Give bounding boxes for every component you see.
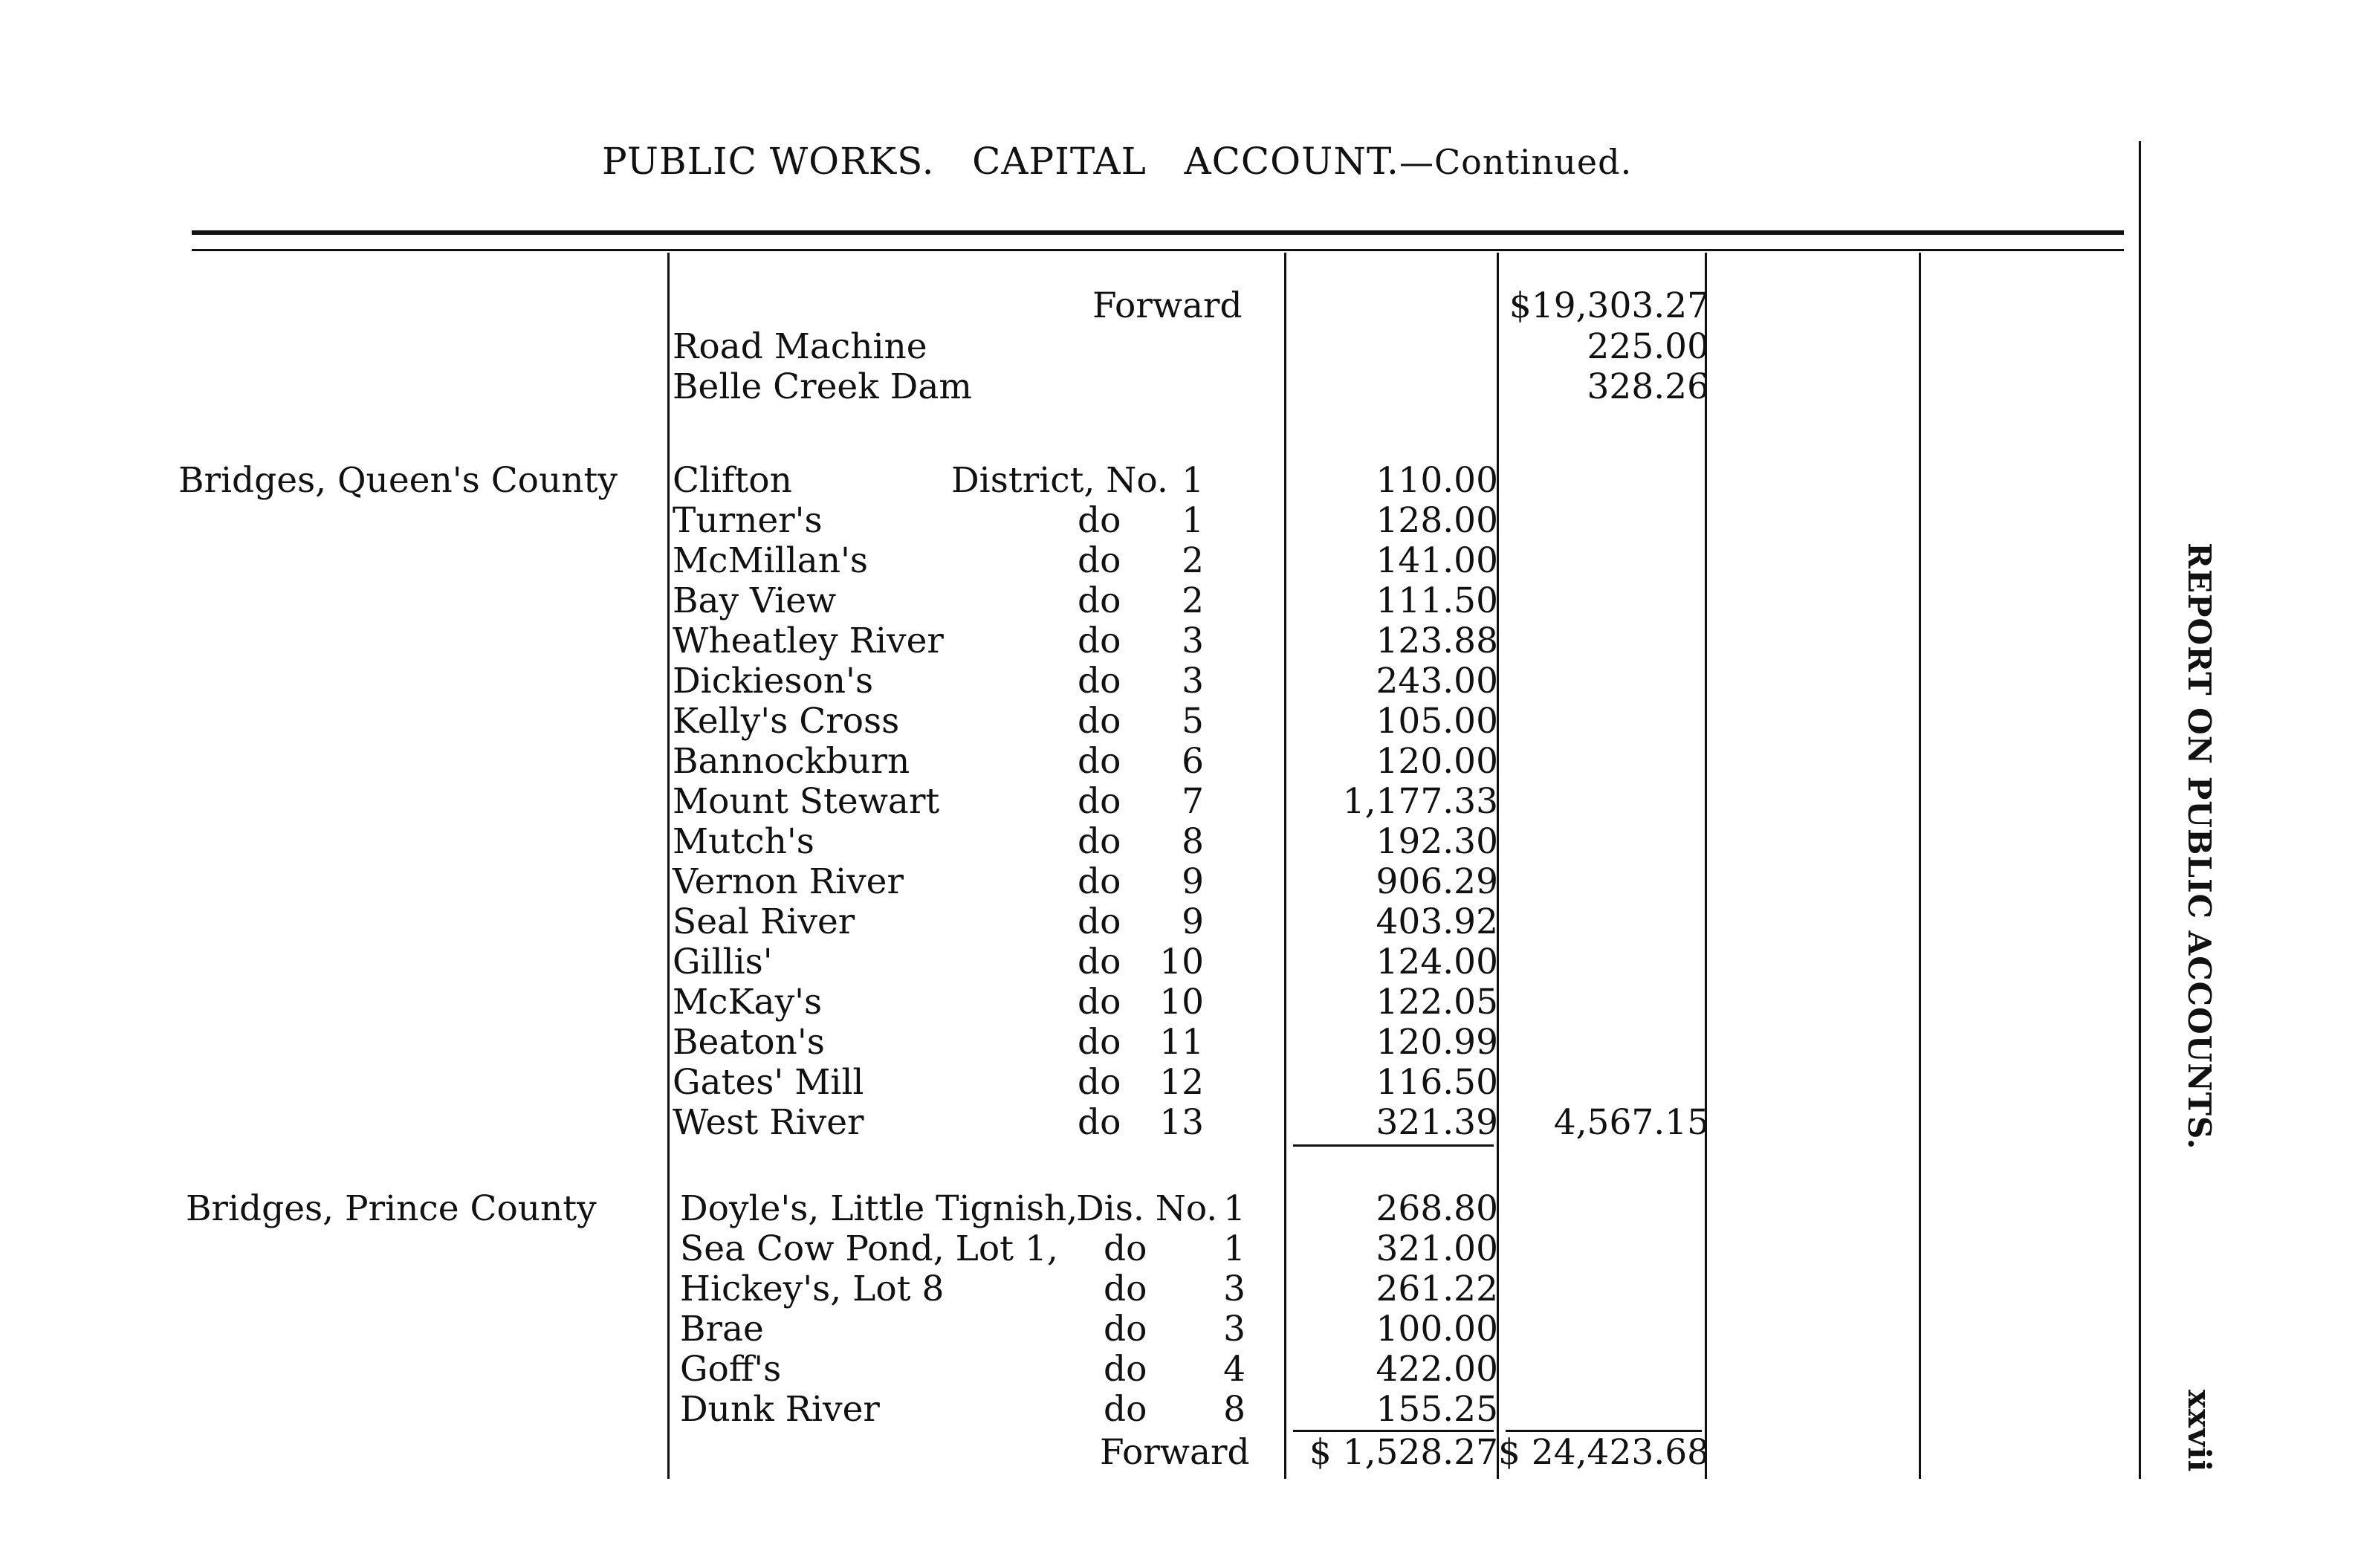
row-district-no: 1 (1223, 1228, 1245, 1269)
row-amount: 124.00 (1376, 942, 1498, 982)
row-amount: 155.25 (1376, 1389, 1498, 1430)
row-district: District, No. (951, 460, 1168, 501)
side-report-title: REPORT ON PUBLIC ACCOUNTS. (2181, 542, 2218, 1150)
row-amount: 116.50 (1376, 1062, 1498, 1103)
row-district: do (1078, 1102, 1121, 1143)
row-district-no: 10 (1159, 982, 1204, 1023)
row-district: do (1078, 942, 1121, 982)
row-amount: 192.30 (1376, 821, 1498, 862)
row-amount: 321.00 (1376, 1228, 1498, 1269)
row-name: Gillis' (673, 942, 773, 982)
row-name: Beaton's (673, 1022, 825, 1063)
row-amount: 403.92 (1376, 901, 1498, 942)
forward-total-top: $19,303.27 (1509, 285, 1709, 326)
row-district-no: 9 (1182, 901, 1204, 942)
forward-subtotal: $ 1,528.27 (1309, 1432, 1498, 1473)
row-district: do (1078, 661, 1121, 702)
row-district-no: 1 (1182, 500, 1204, 541)
row-amount: 110.00 (1376, 460, 1498, 501)
section-label-prince: Bridges, Prince County (186, 1188, 597, 1229)
row-amount: 321.39 (1376, 1102, 1498, 1143)
row-district: do (1078, 580, 1121, 621)
row-name: Mount Stewart (673, 781, 940, 822)
row-district: do (1078, 781, 1121, 822)
page-title (602, 140, 1632, 183)
page-number: xxvii (2181, 1390, 2218, 1473)
row-name: McMillan's (673, 540, 868, 581)
row-district: do (1078, 741, 1121, 782)
row-district-no: 1 (1223, 1188, 1245, 1229)
row-amount: 261.22 (1376, 1269, 1498, 1309)
row-total: 328.26 (1587, 366, 1709, 407)
row-district: do (1078, 982, 1121, 1023)
row-district: do (1078, 1022, 1121, 1063)
row-district-no: 13 (1159, 1102, 1204, 1143)
row-district-no: 10 (1159, 942, 1204, 982)
row-amount: 128.00 (1376, 500, 1498, 541)
row-name: Wheatley River (673, 621, 944, 661)
row-name: Bay View (673, 580, 837, 621)
row-amount: 122.05 (1376, 982, 1498, 1023)
title-text: PUBLIC WORKS. CAPITAL ACCOUNT. (602, 140, 1399, 183)
row-name: Clifton (673, 460, 792, 501)
row-district-no: 4 (1223, 1349, 1245, 1390)
queens-sum-rule (1293, 1144, 1494, 1147)
row-district-no: 8 (1223, 1389, 1245, 1430)
row-amount: 1,177.33 (1342, 781, 1498, 822)
row-district-no: 8 (1182, 821, 1204, 862)
row-district-no: 2 (1182, 540, 1204, 581)
row-amount: 111.50 (1376, 580, 1498, 621)
rule-extra-right (1919, 253, 1921, 1479)
row-district-no: 3 (1182, 621, 1204, 661)
row-name: West River (673, 1102, 864, 1143)
row-district: do (1104, 1389, 1147, 1430)
row-name: Gates' Mill (673, 1062, 864, 1103)
rule-page-edge (2139, 141, 2141, 1479)
row-name: Road Machine (673, 326, 927, 367)
row-name: Turner's (673, 500, 823, 541)
row-district-no: 12 (1159, 1062, 1204, 1103)
forward-label-bottom: Forward (1100, 1432, 1250, 1473)
row-amount: 906.29 (1376, 861, 1498, 902)
row-name: Seal River (673, 901, 855, 942)
row-name: Vernon River (673, 861, 904, 902)
row-amount: 141.00 (1376, 540, 1498, 581)
forward-grand-total: $ 24,423.68 (1497, 1432, 1709, 1473)
row-name: Goff's (680, 1349, 782, 1390)
rule-total-right (1705, 253, 1707, 1479)
row-name: Hickey's, Lot 8 (680, 1269, 945, 1309)
row-district-no: 3 (1182, 661, 1204, 702)
row-name: Mutch's (673, 821, 814, 862)
row-district: do (1078, 701, 1121, 742)
row-name: Doyle's, Little Tignish, (680, 1188, 1078, 1229)
row-amount: 243.00 (1376, 661, 1498, 702)
row-name: McKay's (673, 982, 823, 1023)
row-name: Dickieson's (673, 661, 874, 702)
rule-description-left (667, 253, 670, 1479)
row-district-no: 5 (1182, 701, 1204, 742)
row-district: do (1104, 1349, 1147, 1390)
row-name: Dunk River (680, 1389, 880, 1430)
row-amount: 120.00 (1376, 741, 1498, 782)
row-district-no: 7 (1182, 781, 1204, 822)
title-continued: —Continued. (1399, 142, 1633, 182)
queens-total: 4,567.15 (1553, 1102, 1709, 1143)
row-district: do (1104, 1228, 1147, 1269)
section-label-queens: Bridges, Queen's County (178, 460, 618, 501)
row-district-no: 2 (1182, 580, 1204, 621)
row-district: do (1078, 821, 1121, 862)
row-district: do (1078, 621, 1121, 661)
row-district: do (1078, 901, 1121, 942)
row-name: Brae (680, 1309, 764, 1350)
row-district: Dis. No. (1076, 1188, 1218, 1229)
row-amount: 100.00 (1376, 1309, 1498, 1350)
row-name: Belle Creek Dam (673, 366, 972, 407)
row-district: do (1078, 861, 1121, 902)
row-district-no: 1 (1182, 460, 1204, 501)
row-district: do (1078, 540, 1121, 581)
row-district-no: 11 (1159, 1022, 1204, 1063)
row-name: Kelly's Cross (673, 701, 900, 742)
row-district-no: 9 (1182, 861, 1204, 902)
row-district: do (1104, 1309, 1147, 1350)
row-name: Sea Cow Pond, Lot 1, (680, 1228, 1058, 1269)
forward-label-top: Forward (1092, 285, 1243, 326)
row-amount: 422.00 (1376, 1349, 1498, 1390)
row-total: 225.00 (1587, 326, 1709, 367)
title-rule-thin (192, 249, 2124, 251)
row-district: do (1104, 1269, 1147, 1309)
row-district: do (1078, 500, 1121, 541)
row-amount: 123.88 (1376, 621, 1498, 661)
title-rule-thick (192, 230, 2124, 235)
row-district: do (1078, 1062, 1121, 1103)
row-amount: 268.80 (1376, 1188, 1498, 1229)
row-amount: 105.00 (1376, 701, 1498, 742)
row-name: Bannockburn (673, 741, 910, 782)
row-district-no: 3 (1223, 1309, 1245, 1350)
row-amount: 120.99 (1376, 1022, 1498, 1063)
row-district-no: 3 (1223, 1269, 1245, 1309)
row-district-no: 6 (1182, 741, 1204, 782)
